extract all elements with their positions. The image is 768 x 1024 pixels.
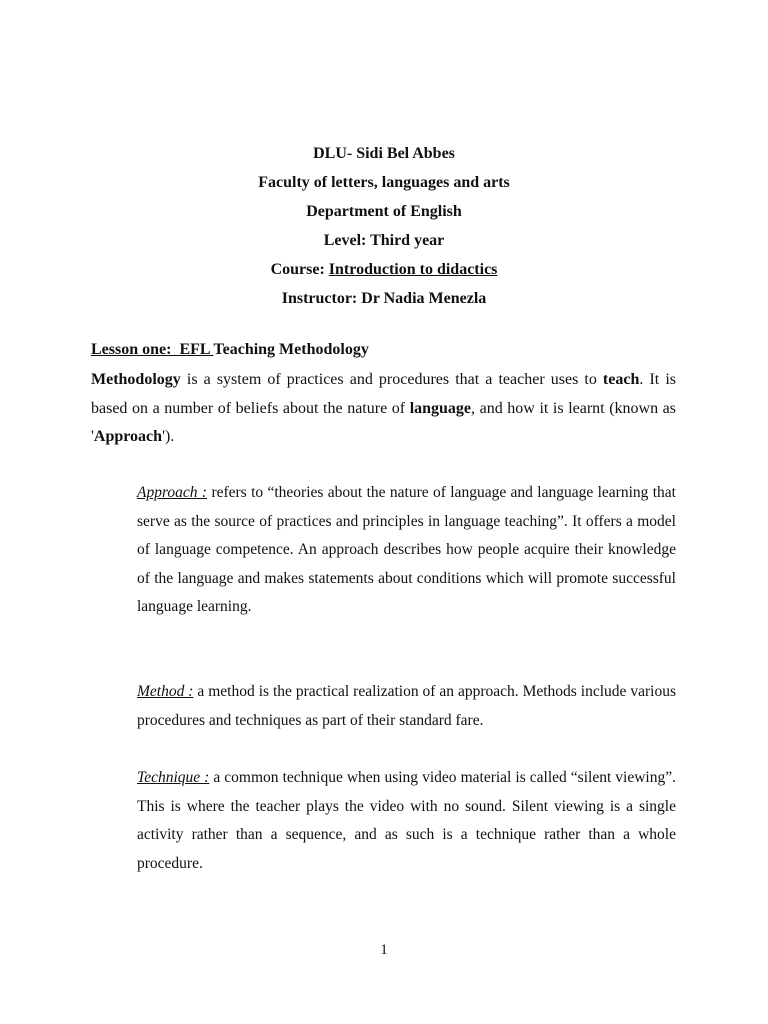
course-name: Introduction to didactics [328,261,498,278]
course-label: Course: [270,261,329,278]
term-teach: teach [602,371,640,388]
definition-text-method: a method is the practical realization of an approach. Methods include various procedures and techniques as part of their standard fare. [137,683,676,729]
level-line: Level: Third year [323,232,445,249]
instructor-line: Instructor: Dr Nadia Menezla [281,290,487,307]
lesson-title [91,339,369,361]
intro-text-1: is a system of practices and procedures that a teacher uses to [180,371,603,388]
definition-text-technique: a common technique when using video material is called “silent viewing”. This is where the teacher plays the video with no sound. Silent viewing is a single activity rather than a sequence, and as such is a technique rather than a whole procedure. [137,769,676,872]
lesson-label: Lesson one: EFL [91,341,214,358]
intro-paragraph [91,366,676,452]
intro-text-3: , and how it is learnt (known as ' [91,399,677,445]
term-language: language [409,399,472,417]
definition-term-method: Method : [137,683,194,700]
lesson-topic: Teaching Methodology [213,341,369,358]
intro-text-2: . It is based on a number of beliefs about the nature of [91,371,676,417]
institution-name: DLU- Sidi Bel Abbes [313,145,455,162]
department-name: Department of English [306,203,462,220]
term-methodology: Methodology [91,371,181,388]
definition-term-technique: Technique : [137,769,210,786]
intro-text-4: '). [162,428,175,445]
definition-technique [137,764,676,878]
definition-method [137,678,676,735]
definition-approach [137,479,676,622]
definition-text-approach: refers to “theories about the nature of language and language learning that serve as the source of practices and principles in language teaching”. It offers a model of language competence. An approach describes how people acquire their knowledge of the language and makes statements about conditions which will promote successful language learning. [137,484,676,615]
faculty-name: Faculty of letters, languages and arts [258,174,510,191]
document-header [0,139,768,313]
course-line [0,255,768,284]
term-approach: Approach [93,428,163,445]
definition-term-approach: Approach : [137,484,208,501]
page-number: 1 [380,942,388,958]
